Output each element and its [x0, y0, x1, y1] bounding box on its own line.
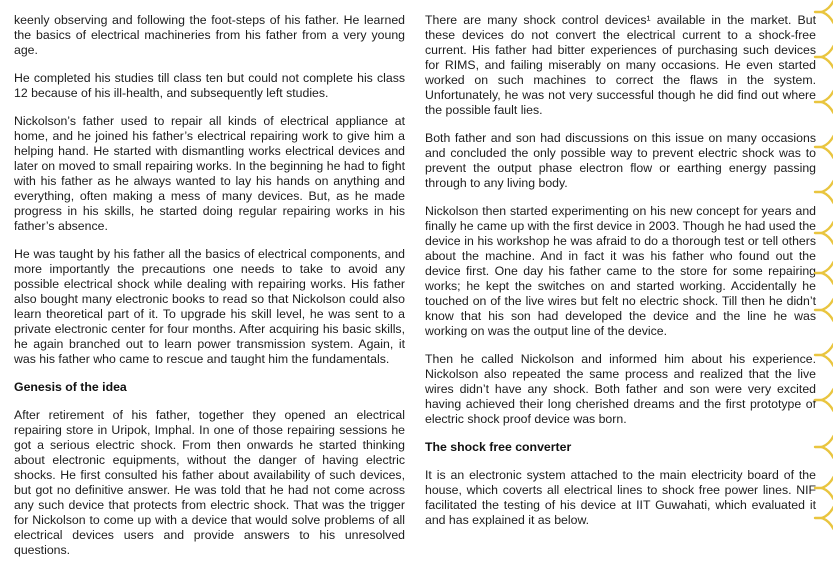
paragraph: Nickolson then started experimenting on his new concept for years and finally he came up with the first device in 2003. Though he had used the device in his workshop he was afraid to do a thorough test or tell others about the machine. And in fact it was his father who found out the device first. One day his father came to the store for some repairing works; he kept the switches on and started working. Accidentally he touched on of the live wires but felt no electric shock. Till then he didn’t know that his son had developed the device and the line he was working on was the output line of the device. [425, 204, 816, 338]
left-column [14, 13, 405, 571]
sparkle-icon [813, 221, 833, 245]
right-column [425, 13, 816, 541]
paragraph: Then he called Nickolson and informed him about his experience. Nickolson also repeated the same process and realized that the live wires didn’t have any shock. Both father and son were very excited having achieved their long cherished dreams and the first prototype of electric shock proof device was born. [425, 352, 816, 426]
paragraph: keenly observing and following the foot-steps of his father. He learned the basics of electrical machineries from his father from a very young age. [14, 13, 405, 57]
sparkle-icon [813, 180, 833, 204]
paragraph: After retirement of his father, together they opened an electrical repairing store in Uripok, Imphal. In one of those repairing sessions he got a serious electric shock. From then onwards he started thinking about electronic equipments, without the danger of having electric shocks. He first consulted his father about availability of such devices, but got no definitive answer. He was told that he had not come across any such device that protects from electric shock. That was the trigger for Nickolson to come up with a device that would solve problems of all electrical devices users and provide answers to his unresolved questions. [14, 408, 405, 557]
sparkle-icon [813, 476, 833, 500]
paragraph: He was taught by his father all the basics of electrical components, and more importantly the precautions one needs to take to avoid any possible electrical shock while dealing with repairing works. His father also bought many electronic books to read so that Nickolson could also learn theoretical part of it. To upgrade his skill level, he was sent to a private electronic center for four months. After acquiring his basic skills, he again branched out to learn power transmission system. Again, it was his father who came to rescue and taught him the fundamentals. [14, 247, 405, 366]
sparkle-icon [813, 0, 833, 24]
paragraph: Nickolson’s father used to repair all kinds of electrical appliance at home, and he joined his father’s electrical repairing work to give him a helping hand. He started with dismantling works electrical devices and later on moved to small repairing works. In the beginning he had to fight with his father as he always wanted to lay his hands on anything and everything, often making a mess of many devices. But, as he made progress in his skills, he started doing regular repairing works in his father’s absence. [14, 114, 405, 233]
sparkle-icon [813, 343, 833, 367]
sparkle-icon [813, 261, 833, 285]
paragraph: There are many shock control devices¹ available in the market. But these devices do not convert the electrical current to a shock-free current. His father had bitter experiences of purchasing such devices for RIMS, and failing miserably on many occasions. He even started worked on such machines to correct the flaws in the system. Unfortunately, he was not very successful though he did find out where the possible fault lies. [425, 13, 816, 117]
paragraph: Both father and son had discussions on this issue on many occasions and concluded the only possible way to prevent electric shock was to prevent the output phase electron flow or earthing energy passing through to any living body. [425, 131, 816, 190]
sparkle-icon [813, 435, 833, 459]
section-heading-genesis-of-the-idea: Genesis of the idea [14, 380, 127, 394]
section-heading-shock-free-converter: The shock free converter [425, 440, 572, 454]
sparkle-icon [813, 388, 833, 412]
sparkle-icon [813, 135, 833, 159]
sparkle-icon [813, 45, 833, 69]
paragraph: He completed his studies till class ten but could not complete his class 12 because of his ill-health, and subsequently left studies. [14, 71, 405, 100]
sparkle-icon [813, 298, 833, 322]
sparkle-icon [813, 90, 833, 114]
paragraph: It is an electronic system attached to the main electricity board of the house, which coverts all electrical lines to shock free power lines. NIF facilitated the testing of his device at IIT Guwahati, which evaluated it and has explained it as below. [425, 468, 816, 527]
